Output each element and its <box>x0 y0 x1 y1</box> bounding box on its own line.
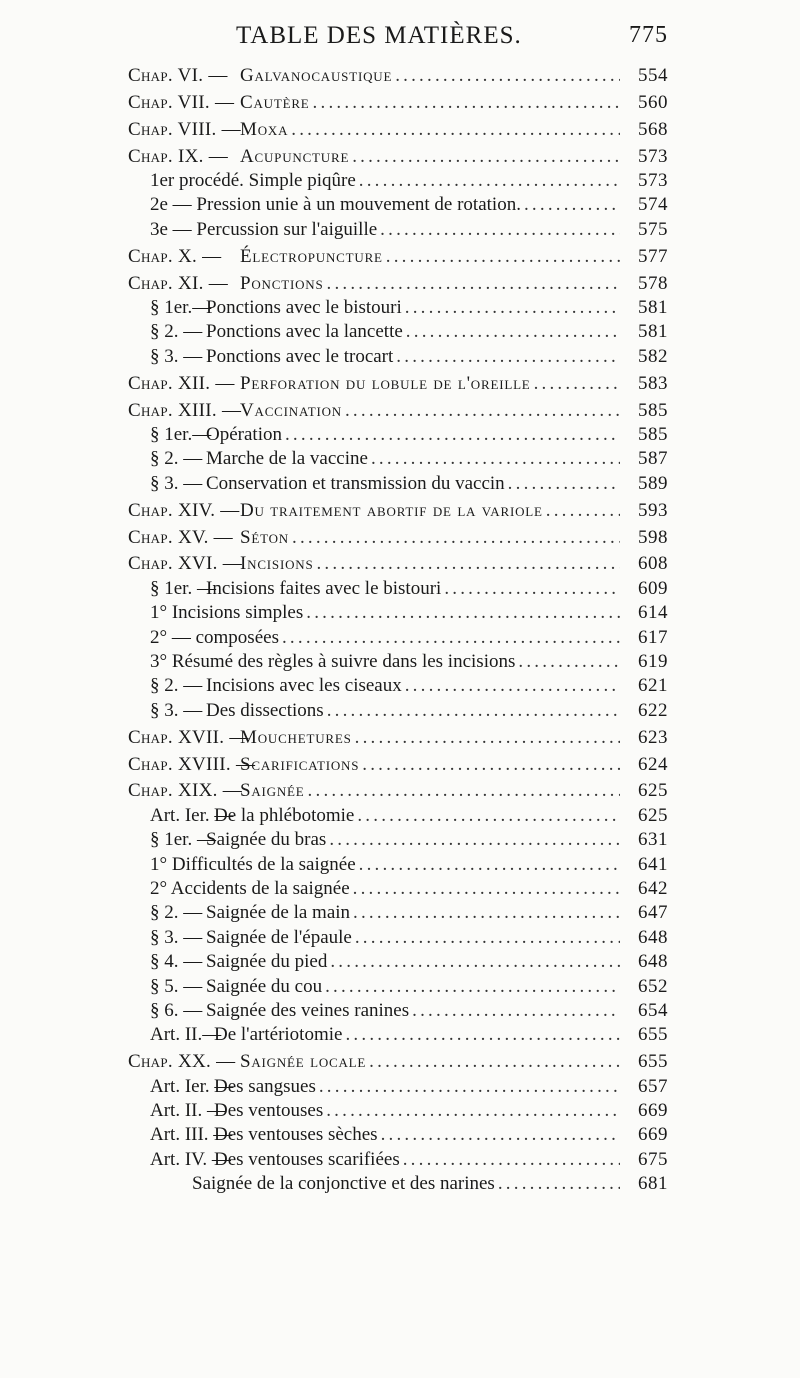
toc-entry <box>128 577 668 601</box>
toc-entry <box>128 399 668 423</box>
toc-entry-page: 581 <box>638 321 668 343</box>
toc-entry-number: Art. II. — <box>150 1100 226 1122</box>
toc-entry-title: Incisions <box>240 553 314 575</box>
toc-entry-number: § 2. — <box>150 675 203 697</box>
dot-leader <box>345 1023 620 1047</box>
toc-entry-title: Scarifications <box>240 753 360 775</box>
toc-entry-title: Conservation et transmission du vaccin <box>206 472 505 494</box>
toc-entry-heading <box>150 699 324 723</box>
toc-entry-heading <box>150 193 521 217</box>
toc-entry <box>128 118 668 142</box>
toc-entry-title: Galvanocaustique <box>240 65 393 86</box>
toc-entry-number: § 1er. — <box>150 577 216 599</box>
toc-entry-title: Des ventouses scarifiées <box>214 1148 400 1170</box>
toc-entry-heading <box>150 804 354 828</box>
toc-entry-number: Art. Ier. — <box>150 804 234 826</box>
toc-entry-page: 642 <box>638 878 668 899</box>
toc-entry-heading <box>150 975 322 999</box>
toc-entry <box>128 372 668 396</box>
dot-leader <box>444 577 620 601</box>
dot-leader <box>329 828 620 852</box>
toc-entry-title: Marche de la vaccine <box>206 448 368 470</box>
toc-entry <box>128 1023 668 1047</box>
toc-entry-heading <box>128 64 392 88</box>
toc-entry-heading <box>150 577 441 601</box>
dot-leader <box>380 218 620 242</box>
toc-entry-heading <box>128 1050 366 1074</box>
toc-entry-heading <box>128 91 310 115</box>
toc-entry-page: 631 <box>638 829 668 851</box>
dot-leader <box>326 1099 620 1123</box>
toc-entry <box>128 975 668 999</box>
toc-entry-heading <box>128 245 383 269</box>
toc-entry-title: Saignée du cou <box>206 975 323 997</box>
toc-entry-number: § 3. — <box>150 699 203 721</box>
toc-entry-page: 669 <box>638 1100 668 1122</box>
toc-entry-number: § 1er. — <box>150 829 216 851</box>
toc-entry-number: § 2. — <box>150 902 203 924</box>
toc-entry-title: Du traitement abortif de la variole <box>240 499 543 521</box>
toc-entry-heading <box>192 1172 495 1196</box>
toc-entry-page: 622 <box>638 699 668 721</box>
toc-entry-heading <box>150 320 403 344</box>
toc-entry-title: Perforation du lobule de l'oreille <box>240 372 531 394</box>
dot-leader <box>355 926 620 950</box>
toc-entry <box>128 828 668 852</box>
dot-leader <box>405 296 620 320</box>
toc-entry-page: 575 <box>638 218 668 240</box>
dot-leader <box>308 779 620 803</box>
toc-entry-number: Chap. XIX. — <box>128 780 243 802</box>
toc-entry <box>128 853 668 877</box>
toc-entry-number: Art. Ier. — <box>150 1075 234 1097</box>
toc-entry <box>128 1099 668 1123</box>
toc-entry-page: 654 <box>638 999 668 1021</box>
toc-entry <box>128 1050 668 1074</box>
dot-leader <box>508 472 620 496</box>
dot-leader <box>386 245 620 269</box>
toc-entry <box>128 1075 668 1099</box>
toc-entry <box>128 423 668 447</box>
toc-entry-title: 3° Résumé des règles à suivre dans les incisions <box>150 650 516 672</box>
dot-leader <box>313 91 620 115</box>
toc-entry-title: Ponctions avec le trocart <box>206 345 394 367</box>
toc-entry-page: 614 <box>638 602 668 624</box>
toc-entry <box>128 499 668 523</box>
toc-entry-number: § 1er.— <box>150 297 212 319</box>
toc-entry <box>128 901 668 925</box>
toc-entry-heading <box>128 399 342 423</box>
toc-entry-number: Chap. XV. — <box>128 526 233 548</box>
toc-entry-heading <box>150 1023 342 1047</box>
toc-entry-title: Cautère <box>240 91 310 113</box>
toc-entry-page: 585 <box>638 423 668 445</box>
toc-entry-title: Acupuncture <box>240 145 350 167</box>
dot-leader <box>362 753 620 777</box>
toc-entry-heading <box>150 447 368 471</box>
toc-entry-number: Chap. VII. — <box>128 91 235 113</box>
toc-entry <box>128 91 668 115</box>
toc-entry-heading <box>150 1075 316 1099</box>
toc-entry <box>128 699 668 723</box>
toc-entry-heading <box>128 145 349 169</box>
toc-entry-heading <box>150 601 303 625</box>
dot-leader <box>330 950 620 974</box>
toc-entry-heading <box>128 726 352 750</box>
toc-entry-title: 2° Accidents de la saignée <box>150 878 350 899</box>
toc-entry <box>128 272 668 296</box>
dot-leader <box>381 1123 620 1147</box>
toc-entry-page: 589 <box>638 472 668 494</box>
toc-entry-page: 681 <box>638 1173 668 1195</box>
dot-leader <box>403 1148 620 1172</box>
toc-entry-page: 641 <box>638 853 668 875</box>
dot-leader <box>353 901 620 925</box>
dot-leader <box>534 372 620 396</box>
toc-entry-page: 624 <box>638 753 668 775</box>
toc-entry-title: Des ventouses <box>214 1100 324 1122</box>
toc-entry-number: Chap. XX. — <box>128 1051 236 1073</box>
toc-entry-title: 3e — Percussion sur l'aiguille <box>150 218 378 240</box>
toc-entry-number: § 1er.— <box>150 423 212 445</box>
toc-entry <box>128 650 668 674</box>
dot-leader <box>327 699 620 723</box>
dot-leader <box>316 552 620 576</box>
dot-leader <box>498 1172 620 1196</box>
toc-entry-title: Saignée du pied <box>206 951 328 973</box>
dot-leader <box>359 169 620 193</box>
toc-entry-title: De la phlébotomie <box>214 804 355 826</box>
toc-entry-heading <box>150 472 505 496</box>
toc-entry-number: § 2. — <box>150 321 203 343</box>
toc-entry-number: Chap. VIII. — <box>128 118 241 140</box>
toc-entry <box>128 877 668 901</box>
dot-leader <box>369 1050 620 1074</box>
dot-leader <box>546 499 620 523</box>
toc-entry-title: 2° — composées <box>150 626 279 648</box>
dot-leader <box>285 423 620 447</box>
toc-entry-number: § 2. — <box>150 448 203 470</box>
toc-entry-title: Saignée des veines ranines <box>206 999 410 1021</box>
toc-entry <box>128 472 668 496</box>
toc-entry-heading <box>128 779 305 803</box>
toc-entry-number: Chap. XVIII. — <box>128 753 256 775</box>
dot-leader <box>325 975 620 999</box>
toc-entry-title: Mouchetures <box>240 726 352 748</box>
toc-entry-heading <box>150 950 327 974</box>
toc-entry-heading <box>150 169 356 193</box>
toc-entry <box>128 999 668 1023</box>
toc-entry-heading <box>150 674 402 698</box>
toc-entry-page: 621 <box>638 675 668 697</box>
dot-leader <box>345 399 620 423</box>
toc-entry-heading <box>150 1148 400 1172</box>
toc-entry-heading <box>150 423 282 447</box>
dot-leader <box>359 853 620 877</box>
toc-entry-page: 573 <box>638 145 668 167</box>
toc-entry-title: Ponctions <box>240 272 324 294</box>
toc-entry-page: 577 <box>638 245 668 267</box>
toc-entry <box>128 526 668 550</box>
toc-entry-title: Des ventouses sèches <box>214 1124 378 1146</box>
toc-entry-title: Opération <box>206 423 282 445</box>
table-of-contents <box>128 64 668 1197</box>
toc-entry <box>128 804 668 828</box>
toc-entry-title: Ponctions avec la lancette <box>206 321 403 343</box>
toc-entry-heading <box>128 552 313 576</box>
dot-leader <box>518 650 620 674</box>
toc-entry-page: 568 <box>638 118 668 140</box>
toc-entry-number: Chap. XIII. — <box>128 399 242 421</box>
toc-entry <box>128 552 668 576</box>
toc-entry-page: 648 <box>638 951 668 973</box>
dot-leader <box>291 118 620 142</box>
toc-entry-title: Ponctions avec le bistouri <box>206 297 402 319</box>
toc-entry-title: 2e — Pression unie à un mouvement de rotation. <box>150 194 521 216</box>
toc-entry-page: 625 <box>638 804 668 826</box>
dot-leader <box>405 674 620 698</box>
toc-entry-page: 669 <box>638 1124 668 1146</box>
toc-entry-page: 560 <box>638 91 668 113</box>
toc-entry-title: Saignée <box>240 780 305 802</box>
toc-entry-number: Chap. IX. — <box>128 145 229 167</box>
toc-entry-heading <box>150 828 326 852</box>
dot-leader <box>319 1075 620 1099</box>
toc-entry-number: Chap. X. — <box>128 245 222 267</box>
toc-entry-page: 608 <box>638 553 668 575</box>
toc-entry-heading <box>150 1099 323 1123</box>
toc-entry-heading <box>128 118 288 142</box>
toc-entry-heading <box>150 853 356 877</box>
toc-entry-number: Chap. XVI. — <box>128 553 243 575</box>
toc-entry <box>128 296 668 320</box>
dot-leader <box>282 626 620 650</box>
toc-entry-page: 582 <box>638 345 668 367</box>
toc-entry <box>128 1148 668 1172</box>
toc-entry-page: 617 <box>638 626 668 648</box>
toc-entry-number: § 4. — <box>150 951 203 973</box>
toc-entry-page: 657 <box>638 1075 668 1097</box>
dot-leader <box>353 877 620 901</box>
toc-entry-heading <box>150 218 377 242</box>
toc-entry <box>128 779 668 803</box>
toc-entry-page: 554 <box>638 65 668 86</box>
toc-entry-heading <box>128 526 289 550</box>
toc-entry-page: 609 <box>638 577 668 599</box>
toc-entry <box>128 320 668 344</box>
toc-entry-title: Saignée de l'épaule <box>206 926 352 948</box>
toc-entry-page: 655 <box>638 1051 668 1073</box>
dot-leader <box>327 272 621 296</box>
toc-entry-title: Saignée de la main <box>206 902 351 924</box>
toc-entry-title: Vaccination <box>240 399 342 421</box>
toc-entry-heading <box>150 877 350 901</box>
toc-entry-page: 675 <box>638 1148 668 1170</box>
toc-entry-title: 1er procédé. Simple piqûre <box>150 170 356 192</box>
toc-entry-page: 581 <box>638 297 668 319</box>
toc-entry-title: Saignée locale <box>240 1051 367 1073</box>
toc-entry <box>128 169 668 193</box>
toc-entry <box>128 726 668 750</box>
dot-leader <box>524 193 620 217</box>
toc-entry-page: 625 <box>638 780 668 802</box>
toc-entry-page: 619 <box>638 650 668 672</box>
toc-entry-number: Chap. XVII. — <box>128 726 249 748</box>
dot-leader <box>352 145 620 169</box>
toc-entry <box>128 1123 668 1147</box>
toc-entry-number: Art. II.— <box>150 1024 222 1046</box>
toc-entry-heading <box>150 626 279 650</box>
toc-entry <box>128 926 668 950</box>
toc-entry-heading <box>150 345 393 369</box>
toc-entry-page: 623 <box>638 726 668 748</box>
toc-entry-number: Art. IV. — <box>150 1148 231 1170</box>
toc-entry-heading <box>150 901 350 925</box>
toc-entry-number: Chap. XII. — <box>128 372 235 394</box>
toc-entry-heading <box>150 926 352 950</box>
toc-entry <box>128 193 668 217</box>
toc-entry-heading <box>150 1123 378 1147</box>
toc-entry-title: Incisions avec les ciseaux <box>206 675 402 697</box>
toc-entry <box>128 64 668 88</box>
toc-entry-heading <box>128 372 531 396</box>
dot-leader <box>355 726 620 750</box>
toc-entry-title: Incisions faites avec le bistouri <box>206 577 442 599</box>
toc-entry-page: 585 <box>638 399 668 421</box>
toc-entry-number: § 5. — <box>150 975 203 997</box>
dot-leader <box>371 447 620 471</box>
toc-entry-number: Chap. XI. — <box>128 272 229 294</box>
toc-entry-page: 652 <box>638 975 668 997</box>
dot-leader <box>412 999 620 1023</box>
running-header <box>128 14 668 54</box>
toc-entry <box>128 626 668 650</box>
dot-leader <box>396 345 620 369</box>
toc-entry <box>128 245 668 269</box>
toc-entry-title: Saignée du bras <box>206 829 327 851</box>
toc-entry-title: Des sangsues <box>214 1075 316 1097</box>
toc-entry <box>128 1172 668 1196</box>
toc-entry-page: 593 <box>638 499 668 521</box>
toc-entry-number: § 6. — <box>150 999 203 1021</box>
toc-entry-page: 573 <box>638 170 668 192</box>
toc-entry-title: 1° Difficultés de la saignée <box>150 853 356 875</box>
toc-entry <box>128 218 668 242</box>
running-title: TABLE DES MATIÈRES. <box>236 22 522 49</box>
toc-entry-title: Saignée de la conjonctive et des narines <box>192 1173 495 1195</box>
toc-entry-page: 574 <box>638 194 668 216</box>
toc-entry-number: Chap. VI. — <box>128 65 228 86</box>
toc-entry-number: § 3. — <box>150 345 203 367</box>
toc-entry-heading <box>128 272 324 296</box>
dot-leader <box>306 601 620 625</box>
dot-leader <box>395 64 620 88</box>
toc-entry <box>128 950 668 974</box>
toc-entry-heading <box>128 499 543 523</box>
toc-entry-page: 648 <box>638 926 668 948</box>
toc-entry-number: Art. III. — <box>150 1124 233 1146</box>
toc-entry <box>128 145 668 169</box>
toc-entry-title: Électropuncture <box>240 245 383 267</box>
toc-entry-page: 587 <box>638 448 668 470</box>
toc-entry-title: Séton <box>240 526 289 548</box>
toc-entry-title: Des dissections <box>206 699 324 721</box>
toc-entry <box>128 601 668 625</box>
toc-entry-title: 1° Incisions simples <box>150 602 304 624</box>
toc-entry-heading <box>150 999 409 1023</box>
toc-entry <box>128 674 668 698</box>
toc-entry <box>128 345 668 369</box>
toc-entry-title: De l'artériotomie <box>214 1024 343 1046</box>
toc-entry-page: 655 <box>638 1024 668 1046</box>
toc-entry <box>128 447 668 471</box>
toc-entry-heading <box>150 296 402 320</box>
toc-entry-heading <box>150 650 515 674</box>
toc-entry-page: 583 <box>638 372 668 394</box>
toc-entry-heading <box>128 753 359 777</box>
toc-entry <box>128 753 668 777</box>
toc-entry-page: 598 <box>638 526 668 548</box>
dot-leader <box>292 526 620 550</box>
toc-entry-title: Moxa <box>240 118 289 140</box>
dot-leader <box>406 320 620 344</box>
toc-entry-number: § 3. — <box>150 926 203 948</box>
dot-leader <box>357 804 620 828</box>
page-number: 775 <box>629 22 668 48</box>
toc-entry-page: 647 <box>638 902 668 924</box>
toc-entry-number: § 3. — <box>150 472 203 494</box>
toc-entry-page: 578 <box>638 272 668 294</box>
toc-entry-number: Chap. XIV. — <box>128 499 240 521</box>
